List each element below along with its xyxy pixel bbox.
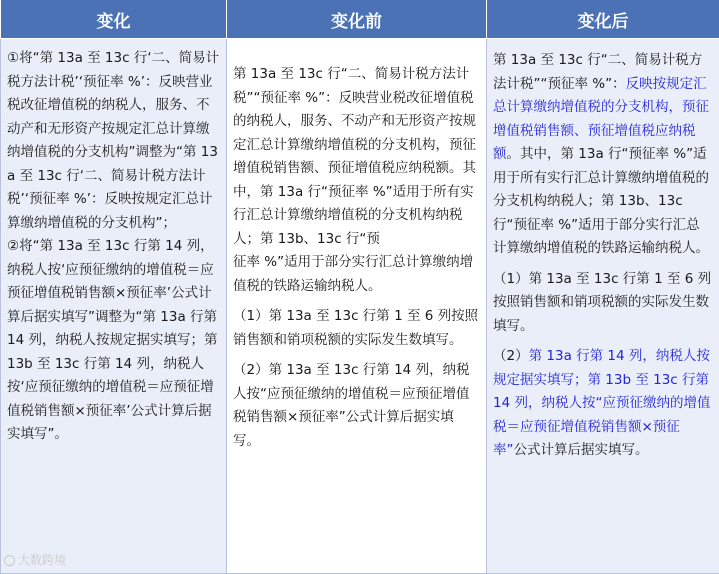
after-p1-highlight: 反映按规定汇总计算缴纳增值税的分支机构，预征增值税销售额、预征增值税应纳税额 — [493, 75, 709, 162]
cell-after — [487, 39, 719, 574]
cell-change — [1, 39, 227, 574]
after-paragraph-1 — [493, 49, 713, 261]
header-before: 变化前 — [227, 0, 487, 39]
header-row — [1, 0, 719, 39]
watermark — [4, 551, 66, 569]
before-paragraph-3: （2）第 13a 至 13c 行第 14 列，纳税人按“应预征缴纳的增值税＝应预征增值税销售额×预征率”公式计算后据实填写。 — [233, 362, 470, 449]
cell-before — [227, 39, 487, 574]
content-row — [1, 39, 719, 574]
after-p1-text: 第 13a 至 13c 行“二、简易计税方法计税”“预征率 %”： — [493, 52, 703, 92]
after-p1-rest: 。其中，第 13a 行“预征率 %”适用于所有实行汇总计算缴纳增值税的分支机构纳税人；第 13b、13c 行“预征率 %”适用于部分实行汇总计算缴纳增值税的铁路运输纳税人。 — [493, 146, 709, 256]
before-paragraph-2: （1）第 13a 至 13c 行第 1 至 6 列按照销售额和销项税额的实际发生数填写。 — [233, 308, 479, 348]
after-p3-prefix: （2） — [493, 348, 529, 364]
watermark-logo-icon — [4, 555, 15, 566]
after-p3-highlight: 第 13a 行第 14 列，纳税人按规定据实填写；第 13b 至 13c 行第 14 列，纳税人按“应预征缴纳的增值税＝应预征增值税销售额×预征率” — [493, 348, 711, 458]
before-paragraph-1-cont: 征率 %”适用于部分实行汇总计算缴纳增值税的铁路运输纳税人。 — [233, 254, 474, 294]
after-p3-rest: 公式计算后据实填写。 — [513, 442, 649, 458]
change-item-2: ②将“第 13a 至 13c 行第 14 列，纳税人按‘应预征缴纳的增值税＝应预征增值税销售额×预征率’公式计算后据实填写”调整为“第 13a 行第 14 列，纳税人按规定据实填写；第 13b 至 13c 行第 14 列，纳税人按‘应预征缴纳的增值税＝应预征增值税销售额×预征率’公式计算后据实填写”。 — [7, 238, 218, 442]
header-change: 变化 — [1, 0, 227, 39]
before-paragraph-1: 第 13a 至 13c 行“二、简易计税方法计税”“预征率 %”：反映营业税改征增值税的纳税人，服务、不动产和无形资产按规定汇总计算缴纳增值税的分支机构，预征增值税销售额、预征增值税应纳税额。其中，第 13a 行“预征率 %”适用于所有实行汇总计算缴纳增值税的分支机构纳税人；第 13b、13c 行“预 — [233, 66, 476, 247]
watermark-text: 大数跨境 — [18, 553, 67, 567]
after-paragraph-3 — [493, 345, 713, 463]
after-paragraph-2: （1）第 13a 至 13c 行第 1 至 6 列按照销售额和销项税额的实际发生数填写。 — [493, 270, 712, 334]
header-after: 变化后 — [487, 0, 719, 39]
change-item-1: ①将“第 13a 至 13c 行‘二、简易计税方法计税’‘预征率 %’：反映营业税改征增值税的纳税人，服务、不动产和无形资产按规定汇总计算缴纳增值税的分支机构”调整为“第 13a 至 13c 行‘二、简易计税方法计税’‘预征率 %’：反映按规定汇总计算缴纳增值税的分支机构”； — [7, 50, 220, 231]
